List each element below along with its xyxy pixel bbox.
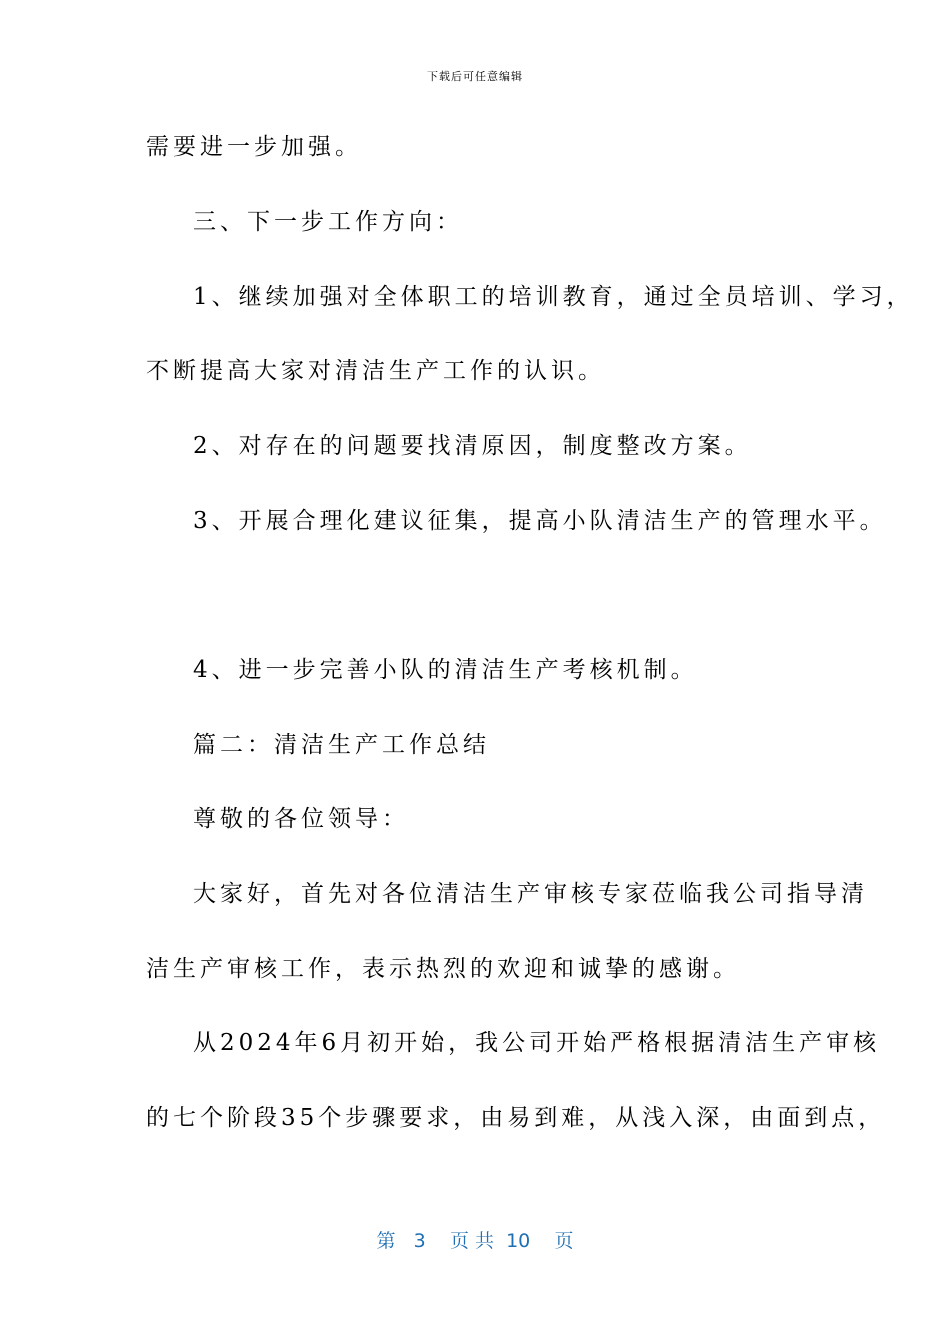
paragraph-line: 的七个阶段35个步骤要求，由易到难，从浅入深，由面到点， bbox=[146, 1105, 886, 1131]
salutation: 尊敬的各位领导： bbox=[193, 806, 409, 832]
paragraph-line: 大家好，首先对各位清洁生产审核专家莅临我公司指导清 bbox=[193, 881, 868, 907]
paragraph-line: 2、对存在的问题要找清原因，制度整改方案。 bbox=[193, 433, 752, 459]
paragraph-line: 需要进一步加强。 bbox=[146, 134, 362, 160]
total-pages-number: 10 bbox=[506, 1230, 531, 1252]
page-footer bbox=[0, 1226, 950, 1253]
paragraph-line: 1、继续加强对全体职工的培训教育，通过全员培训、学习， bbox=[193, 284, 914, 310]
paragraph-line: 洁生产审核工作，表示热烈的欢迎和诚挚的感谢。 bbox=[146, 956, 740, 982]
paragraph-line: 不断提高大家对清洁生产工作的认识。 bbox=[146, 358, 605, 384]
paragraph-line: 3、开展合理化建议征集，提高小队清洁生产的管理水平。 bbox=[193, 508, 887, 534]
page-label-mid: 页 共 bbox=[449, 1230, 494, 1252]
paragraph-line: 4、进一步完善小队的清洁生产考核机制。 bbox=[193, 657, 698, 683]
current-page-number: 3 bbox=[413, 1230, 426, 1252]
paragraph-line: 从2024年6月初开始，我公司开始严格根据清洁生产审核 bbox=[193, 1030, 881, 1056]
page-label-suffix: 页 bbox=[554, 1230, 574, 1252]
article-title: 篇二：清洁生产工作总结 bbox=[193, 732, 490, 758]
page-label-prefix: 第 bbox=[376, 1230, 396, 1252]
page-header: 下载后可任意编辑 bbox=[427, 70, 523, 83]
section-heading: 三、下一步工作方向： bbox=[193, 209, 463, 235]
